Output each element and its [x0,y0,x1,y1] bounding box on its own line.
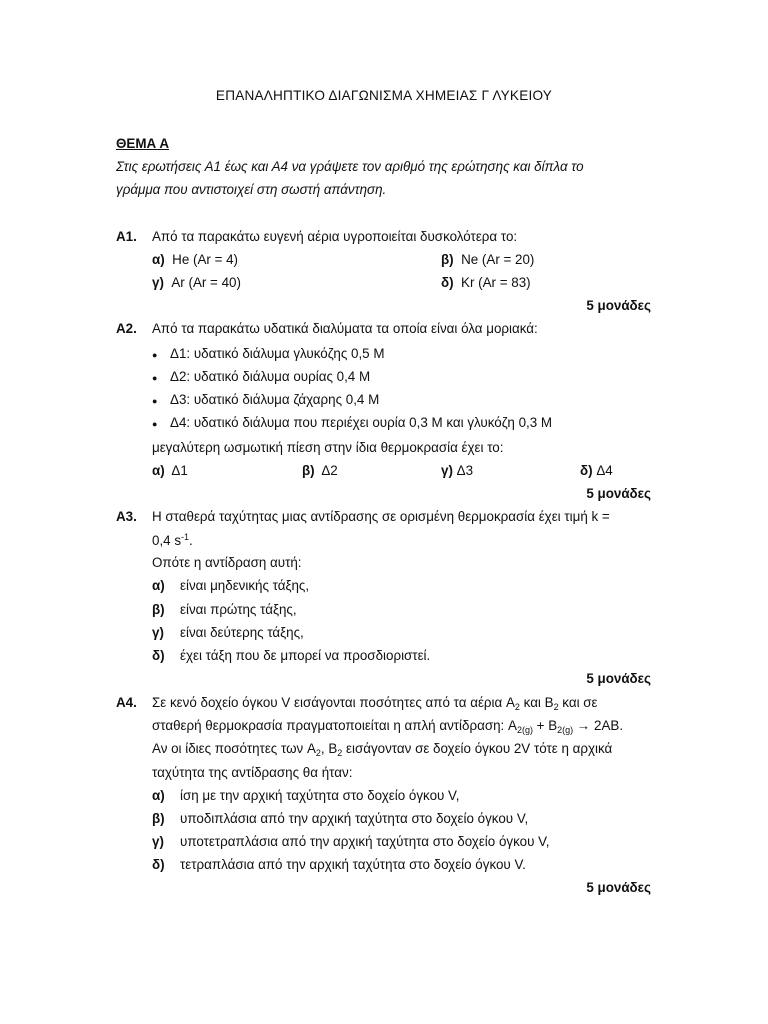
subscript: 2(g) [557,725,574,735]
text-segment: + B [532,718,558,733]
option-c [152,625,304,640]
option-d [152,857,526,872]
question-text-line-1: Η σταθερά ταχύτητας μιας αντίδρασης σε ορισμένη θερμοκρασία έχει τιμή k = [152,509,610,524]
marks: 5 μονάδες [586,671,651,686]
option-text: Δ3 [456,463,474,478]
option-text: He (Ar = 4) [172,252,239,267]
option-text: Ne (Ar = 20) [461,252,535,267]
subscript: 2 [553,702,559,712]
option-label: γ) [152,275,164,290]
question-number: Α2. [116,321,137,336]
instructions-line-1: Στις ερωτήσεις Α1 έως και Α4 να γράψετε τον αριθμό της ερώτησης και δίπλα το [116,159,584,174]
instructions-line-2: γράμμα που αντιστοιχεί στη σωστή απάντηση. [116,182,387,197]
question-follow-text: μεγαλύτερη ωσμωτική πίεση στην ίδια θερμοκρασία έχει το: [152,440,504,455]
bullet-item: Δ3: υδατικό διάλυμα ζάχαρης 0,4 M [170,392,380,407]
subscript: 2 [337,748,343,758]
question-number: Α1. [116,229,137,244]
option-text: Δ1 [171,463,188,478]
option-label: β) [441,252,454,267]
question-number: Α4. [116,695,137,710]
option-text: υποδιπλάσια από την αρχική ταχύτητα στο δοχείο όγκου V, [180,811,529,826]
marks: 5 μονάδες [586,880,651,895]
option-label: δ) [580,463,593,478]
option-text: Δ4 [596,463,613,478]
option-label: α) [152,788,165,803]
subscript: 2 [315,748,321,758]
option-text: Ar (Ar = 40) [171,275,241,290]
option-text: ίση με την αρχική ταχύτητα στο δοχείο όγκου V, [180,788,460,803]
option-label: δ) [152,857,165,872]
option-a [152,788,459,803]
question-text-line-3 [152,741,612,758]
section-heading: ΘΕΜΑ Α [116,136,170,151]
option-c [152,834,550,849]
option-label: α) [152,463,165,478]
option-text: είναι δεύτερης τάξης, [180,625,304,640]
text-segment: Σε κενό δοχείο όγκου V εισάγονται ποσότητες από τα αέρια A [152,695,515,710]
bullet-item: Δ2: υδατικό διάλυμα ουρίας 0,4 M [170,369,371,384]
period: . [189,533,193,548]
option-b [152,811,528,826]
text-segment: εισάγονταν σε δοχείο όγκου 2V τότε η αρχικά [342,741,613,756]
option-label: α) [152,578,165,593]
option-text: Δ2 [321,463,338,478]
text-segment: 2AB. [594,718,624,733]
option-d [152,648,430,663]
option-label: δ) [152,648,165,663]
question-text: Από τα παρακάτω υδατικά διαλύματα τα οποία είναι όλα μοριακά: [152,321,538,336]
option-c [152,275,241,290]
page-title: ΕΠΑΝΑΛΗΠΤΙΚΟ ΔΙΑΓΩΝΙΣΜΑ ΧΗΜΕΙΑΣ Γ ΛΥΚΕΙΟΥ [215,88,553,103]
option-a [152,252,238,267]
bullet-icon: ● [152,419,158,429]
question-number: Α3. [116,509,137,524]
question-text: Από τα παρακάτω ευγενή αέρια υγροποιείται δυσκολότερα το: [152,229,518,244]
option-label: α) [152,252,165,267]
option-d [580,463,613,478]
option-c [441,463,473,478]
subscript: 2 [514,702,520,712]
question-text-line-1 [152,695,598,712]
option-text: είναι πρώτης τάξης, [180,602,297,617]
bullet-item: Δ1: υδατικό διάλυμα γλυκόζης 0,5 M [170,346,385,361]
bullet-icon: ● [152,396,158,406]
bullet-item: Δ4: υδατικό διάλυμα που περιέχει ουρία 0,3 M και γλυκόζη 0,3 M [170,415,553,430]
option-label: γ) [441,463,453,478]
subscript: 2(g) [516,725,533,735]
option-label: δ) [441,275,454,290]
question-text-line-4: ταχύτητα της αντίδρασης θα ήταν: [152,765,353,780]
option-text: έχει τάξη που δε μπορεί να προσδιοριστεί. [180,648,431,663]
option-text: τετραπλάσια από την αρχική ταχύτητα στο δοχείο όγκου V. [180,857,526,872]
text-segment: Αν οι ίδιες ποσότητες των A [152,741,316,756]
text-segment: , B [320,741,338,756]
question-text-line-2 [152,718,623,735]
arrow-icon: → [573,718,595,733]
question-text-line-2 [152,532,193,548]
option-label: γ) [152,834,164,849]
question-text-line-3: Οπότε η αντίδραση αυτή: [152,555,302,570]
text-segment: και σε [558,695,598,710]
option-label: β) [302,463,315,478]
option-b [302,463,338,478]
superscript: -1 [181,532,190,542]
option-text: είναι μηδενικής τάξης, [180,578,310,593]
rate-constant-value: 0,4 s [152,533,182,548]
option-a [152,578,309,593]
marks: 5 μονάδες [586,298,651,313]
option-a [152,463,188,478]
text-segment: σταθερή θερμοκρασία πραγματοποιείται η απλή αντίδραση: A [152,718,517,733]
text-segment: και B [519,695,554,710]
option-text: υποτετραπλάσια από την αρχική ταχύτητα στο δοχείο όγκου V, [180,834,550,849]
option-label: β) [152,811,165,826]
option-b [152,602,297,617]
bullet-icon: ● [152,350,158,360]
option-d [441,275,531,290]
option-text: Kr (Ar = 83) [461,275,531,290]
option-b [441,252,534,267]
bullet-icon: ● [152,373,158,383]
marks: 5 μονάδες [586,486,651,501]
option-label: β) [152,602,165,617]
option-label: γ) [152,625,164,640]
